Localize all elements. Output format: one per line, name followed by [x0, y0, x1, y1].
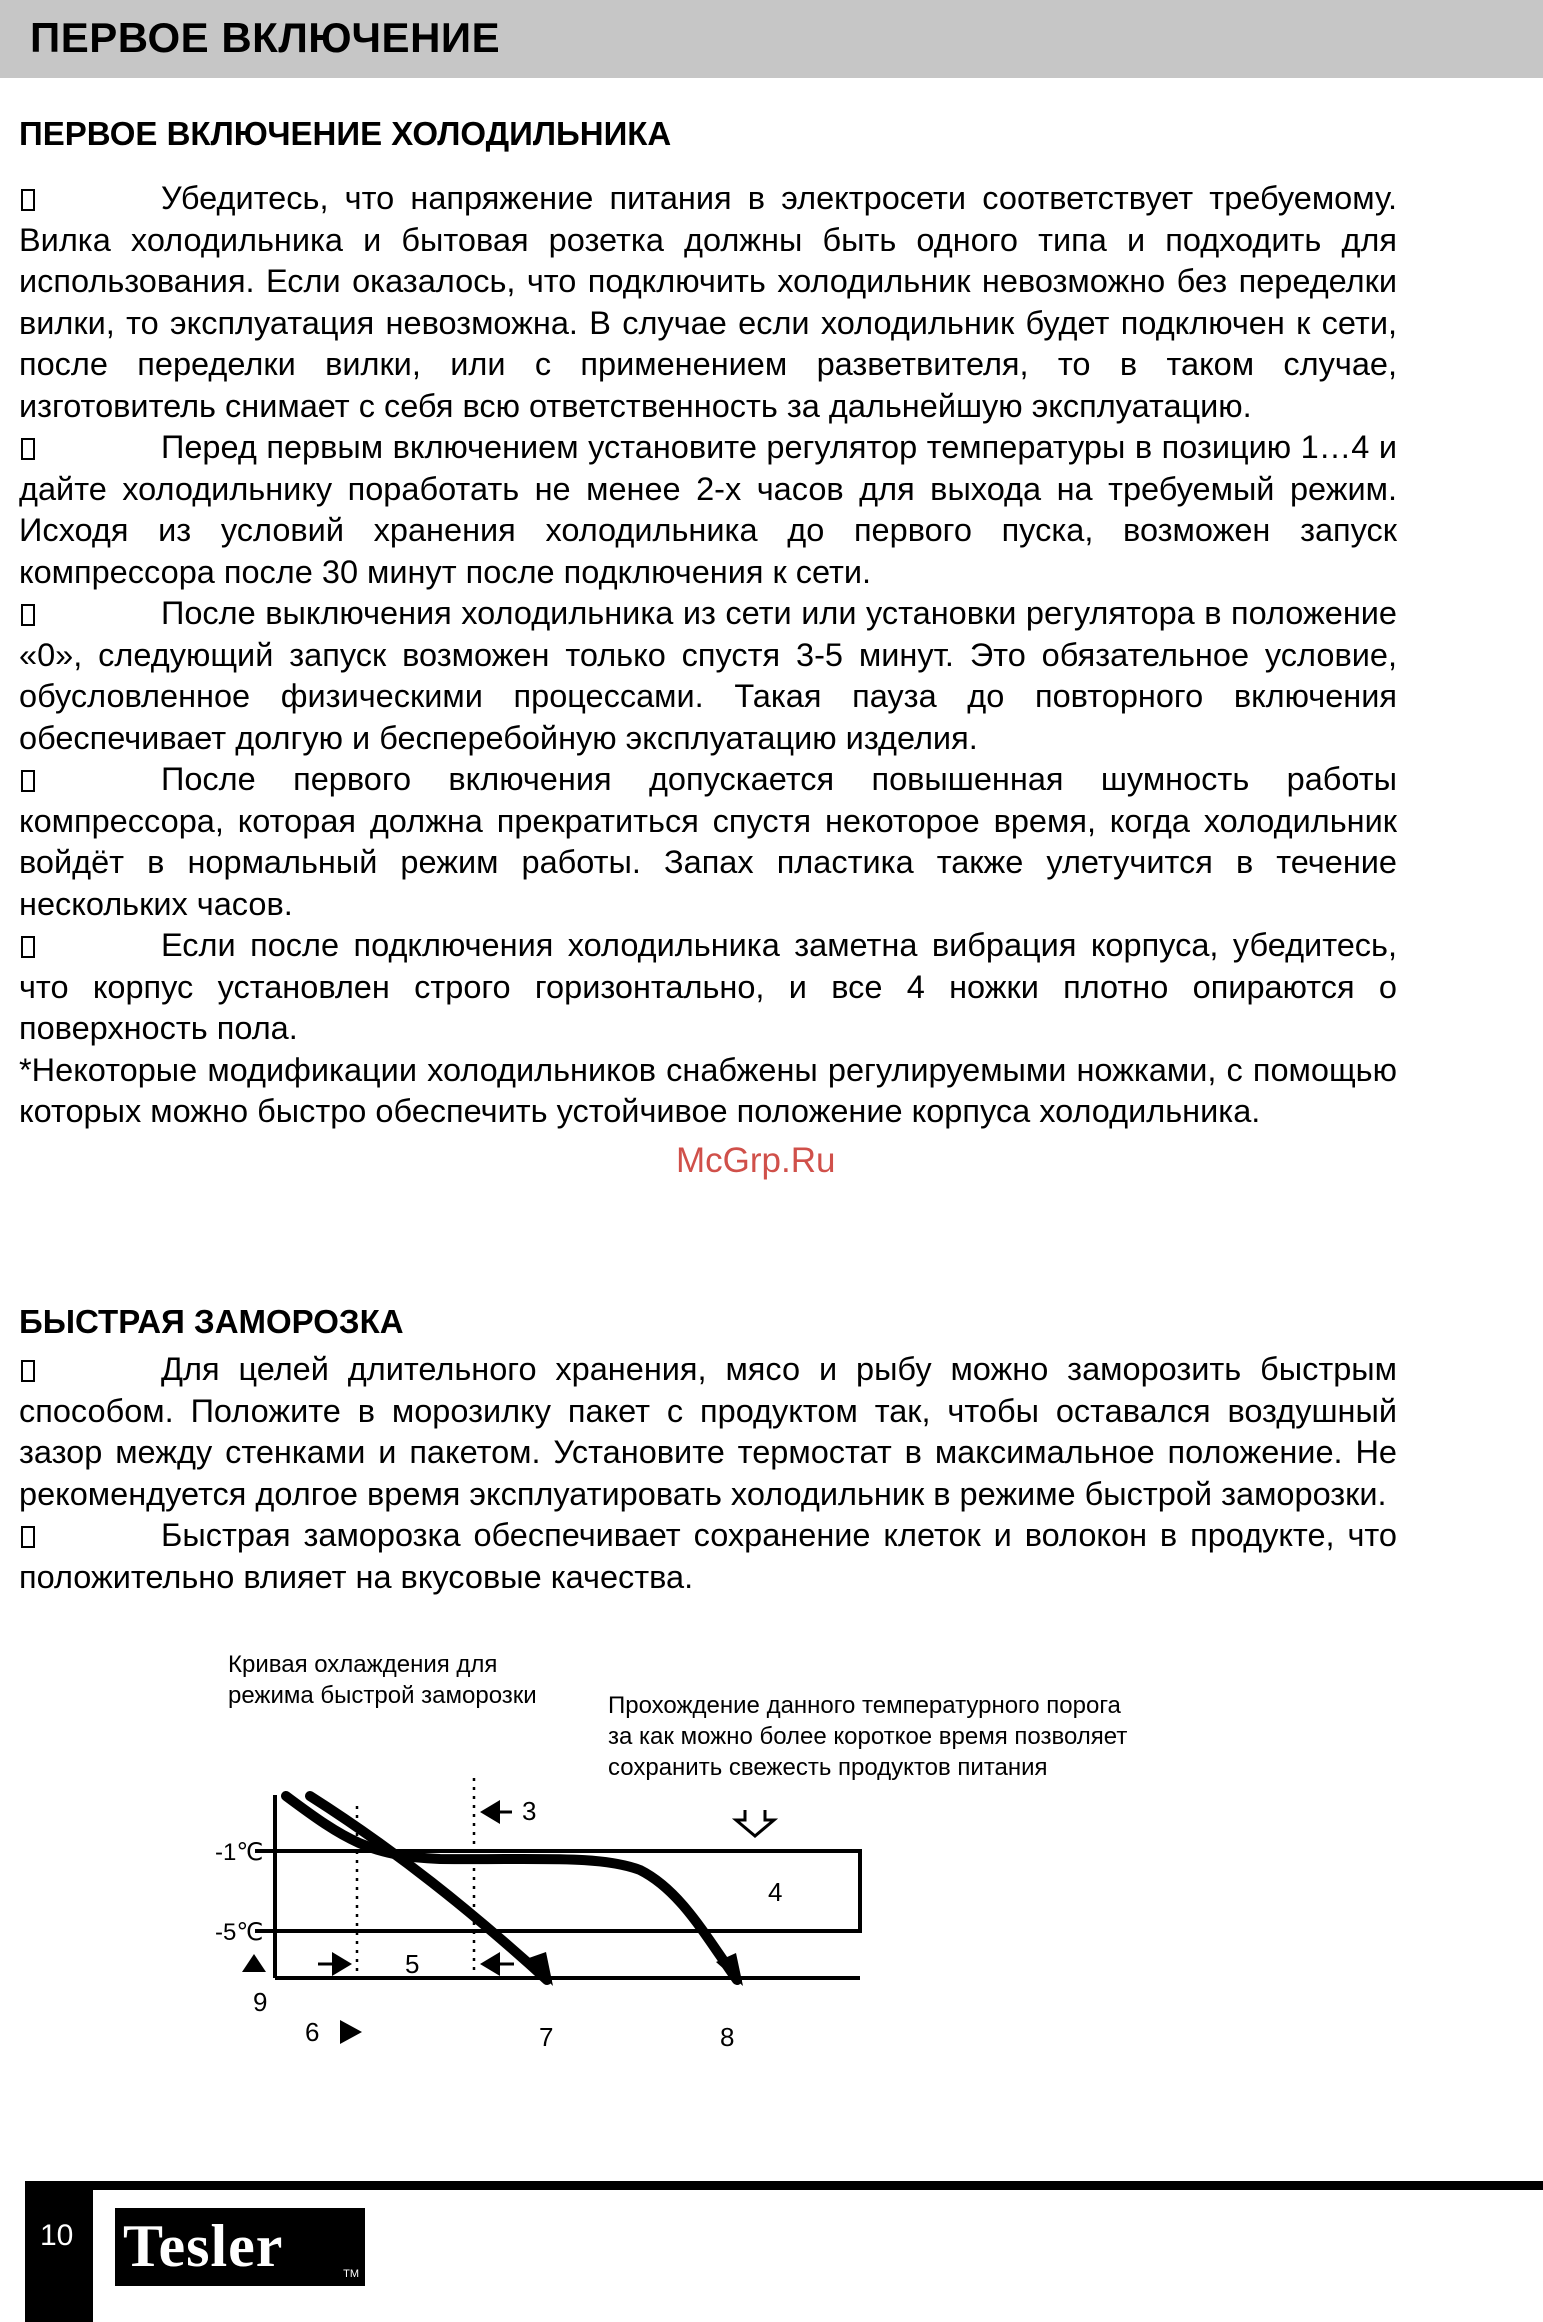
watermark: McGrp.Ru — [676, 1141, 836, 1180]
first-start-paragraph: После выключения холодильника из сети или установки регулятора в положение «0», следующий запуск возможен только спустя 3-5 минут. Это обязательное условие, обусловленное физическими процессами. Такая пауза до повторного включения обеспечивает долгую и бесперебойную эксплуатацию изделия. — [19, 595, 1397, 756]
first-start-paragraph: Убедитесь, что напряжение питания в электросети соответствует требуемому. Вилка холодильника и бытовая розетка должны быть одного типа и подходить для использования. Если оказалось, что подключить холодильник невозможно без переделки вилки, то эксплуатация невозможна. В случае если холодильник будет подключен к сети, после переделки вилки, или с применением разветвителя, то в таком случае, изготовитель снимает с себя всю ответственность за дальнейшую эксплуатацию. — [19, 180, 1397, 424]
caption-right-line3: сохранить свежесть продуктов питания — [608, 1754, 1048, 1781]
diagram-label-4: 4 — [768, 1877, 783, 1907]
caption-left-line2: режима быстрой заморозки — [228, 1682, 537, 1709]
diagram-label-5: 5 — [405, 1949, 420, 1979]
page-header-title: ПЕРВОЕ ВКЛЮЧЕНИЕ — [30, 14, 501, 61]
first-start-paragraph: Если после подключения холодильника заметна вибрация корпуса, убедитесь, что корпус установлен строго горизонтально, и все 4 ножки плотно опираются о поверхность пола. — [19, 927, 1397, 1046]
quick-freeze-paragraph: Быстрая заморозка обеспечивает сохранение клеток и волокон в продукте, что положительно влияет на вкусовые качества. — [19, 1517, 1397, 1595]
diagram-label-7: 7 — [539, 2022, 554, 2052]
label-minus1: -1℃ — [215, 1839, 264, 1866]
caption-right-line1: Прохождение данного температурного порога — [608, 1692, 1121, 1719]
tesler-logo — [115, 2208, 365, 2286]
page-number: 10 — [40, 2219, 74, 2252]
arrow-5-left-icon — [332, 1952, 352, 1976]
section-title-quick-freeze: БЫСТРАЯ ЗАМОРОЗКА — [19, 1303, 404, 1340]
arrow-5-right-icon — [480, 1952, 500, 1976]
arrow-9-icon — [242, 1954, 266, 1972]
threshold-down-arrow-icon — [736, 1810, 774, 1836]
arrow-3-icon — [480, 1800, 500, 1824]
footer-rule — [25, 2181, 1543, 2190]
arrow-6-icon — [340, 2020, 362, 2044]
quick-freeze-paragraph: Для целей длительного хранения, мясо и рыбу можно заморозить быстрым способом. Положите в морозилку пакет с продуктом так, чтобы оставался воздушный зазор между стенками и пакетом. Установите термостат в максимальное положение. Не рекомендуется долгое время эксплуатировать холодильник в режиме быстрой заморозки. — [19, 1351, 1397, 1512]
quick-freeze-curve — [310, 1796, 547, 1980]
label-minus5: -5℃ — [215, 1919, 264, 1946]
logo-trademark: TM — [343, 2268, 359, 2280]
caption-left-line1: Кривая охлаждения для — [228, 1651, 498, 1678]
caption-right-line2: за как можно более короткое время позволяет — [608, 1723, 1128, 1750]
first-start-paragraph: Перед первым включением установите регулятор температуры в позицию 1…4 и дайте холодильнику поработать не менее 2-х часов для выхода на требуемый режим. Исходя из условий хранения холодильника до первого пуска, возможен запуск компрессора после 30 минут после подключения к сети. — [19, 429, 1397, 590]
footnote-adjustable-feet: *Некоторые модификации холодильников снабжены регулируемыми ножками, с помощью которых можно быстро обеспечить устойчивое положение корпуса холодильника. — [19, 1051, 1397, 1129]
diagram-label-8: 8 — [720, 2022, 735, 2052]
first-start-paragraph: После первого включения допускается повышенная шумность работы компрессора, которая должна прекратиться спустя некоторое время, когда холодильник войдёт в нормальный режим работы. Запах пластика также улетучится в течение нескольких часов. — [19, 761, 1397, 922]
logo-text: Tesler — [123, 2213, 284, 2279]
diagram-label-9: 9 — [253, 1987, 268, 2017]
section-title-first-start: ПЕРВОЕ ВКЛЮЧЕНИЕ ХОЛОДИЛЬНИКА — [19, 115, 672, 152]
diagram-label-6: 6 — [305, 2017, 320, 2047]
diagram-label-3: 3 — [522, 1796, 537, 1826]
